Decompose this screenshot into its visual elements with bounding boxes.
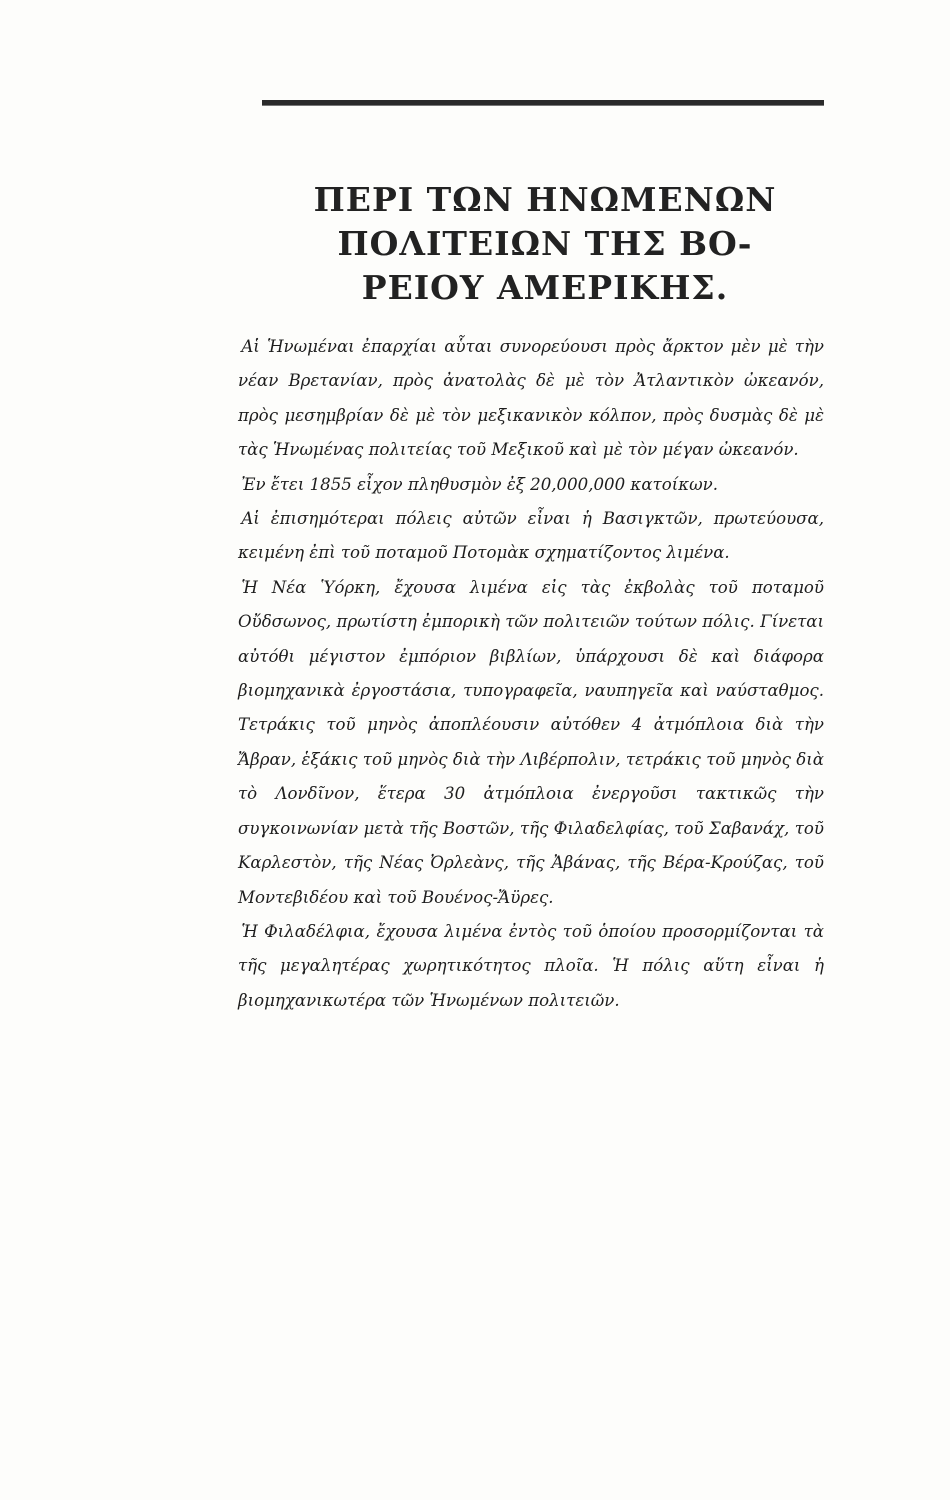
paragraph-population: Ἐν ἔτει 1855 εἶχον πληθυσμὸν ἐξ 20,000,000 κατοίκων. [241, 474, 718, 494]
title-line-3: ΡΕΙΟΥ ΑΜΕΡΙΚΗΣ. [361, 268, 729, 307]
body-text [238, 330, 824, 1018]
paragraph-new-york: Ἡ Νέα Ὑόρκη, ἔχουσα λιμένα εἰς τὰς ἐκβολὰς τοῦ ποταμοῦ Οὔδσωνος, πρωτίστη ἐμπορικὴ τῶν πολιτειῶν τούτων πόλις. Γίνεται αὐτόθι μέγιστον ἐμπόριον βιβλίων, ὑπάρχουσι δὲ καὶ διάφορα βιομηχανικὰ ἐργοστάσια, τυπογραφεῖα, ναυπηγεῖα καὶ ναύσταθμος. Τετράκις τοῦ μηνὸς ἀποπλέουσιν αὐτόθεν 4 ἀτμόπλοια διὰ τὴν Ἄβραν, ἑξάκις τοῦ μηνὸς διὰ τὴν Λιβέρπολιν, τετράκις τοῦ μηνὸς διὰ τὸ Λονδῖνον, ἕτερα 30 ἀτμόπλοια ἐνεργοῦσι τακτικῶς τὴν συγκοινωνίαν μετὰ τῆς Βοστῶν, τῆς Φιλαδελφίας, τοῦ Σαβανάχ, τοῦ Καρλεστὸν, τῆς Νέας Ὀρλεὰνς, τῆς Ἀβάνας, τῆς Βέρα-Κρούζας, τοῦ Μοντεβιδέου καὶ τοῦ Βουένος-Ἄϋρες. [238, 577, 824, 907]
title-line-1: ΠΕΡΙ ΤΩΝ ΗΝΩΜΕΝΩΝ [313, 180, 777, 219]
paragraph-philadelphia: Ἡ Φιλαδέλφια, ἔχουσα λιμένα ἐντὸς τοῦ ὁποίου προσορμίζονται τὰ τῆς μεγαλητέρας χωρητικότητος πλοῖα. Ἡ πόλις αὕτη εἶναι ἡ βιομηχανικωτέρα τῶν Ἡνωμένων πολιτειῶν. [238, 921, 824, 1010]
paragraph-borders: Αἱ Ἡνωμέναι ἐπαρχίαι αὗται συνορεύουσι πρὸς ἄρκτον μὲν μὲ τὴν νέαν Βρετανίαν, πρὸς ἀνατολὰς δὲ μὲ τὸν Ἀτλαντικὸν ὠκεανόν, πρὸς μεσημβρίαν δὲ μὲ τὸν μεξικανικὸν κόλπον, πρὸς δυσμὰς δὲ μὲ τὰς Ἡνωμένας πολιτείας τοῦ Μεξικοῦ καὶ μὲ τὸν μέγαν ὠκεανόν. [238, 337, 824, 460]
paragraph-washington: Αἱ ἐπισημότεραι πόλεις αὐτῶν εἶναι ἡ Βασιγκτῶν, πρωτεύουσα, κειμένη ἐπὶ τοῦ ποταμοῦ Ποτομὰκ σχηματίζοντος λιμένα. [238, 509, 824, 563]
chapter-title [250, 178, 840, 310]
title-line-2: ΠΟΛΙΤΕΙΩΝ ΤΗΣ ΒΟ- [337, 224, 753, 263]
header-rule [262, 100, 824, 106]
